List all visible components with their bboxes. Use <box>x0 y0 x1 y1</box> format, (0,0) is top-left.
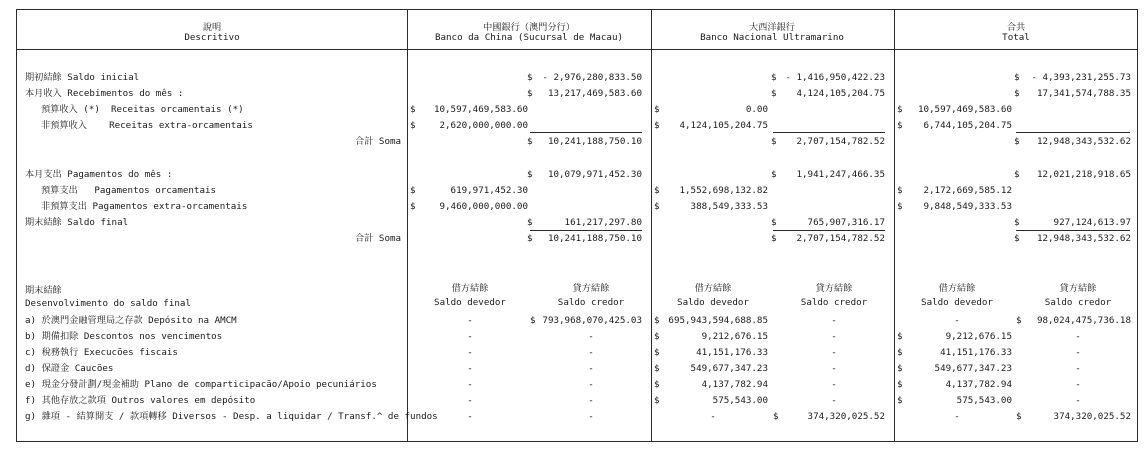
col-divider-total <box>894 9 895 442</box>
dev-row-label: c) 稅務執行 Execucões fiscais <box>25 347 178 358</box>
dev-value: 793,968,070,425.03 <box>542 315 642 326</box>
currency-sign: $ <box>897 185 903 196</box>
dev-value: - <box>467 315 473 326</box>
summary-value: 2,707,154,782.52 <box>796 136 885 147</box>
currency-sign: $ <box>410 185 416 196</box>
dev-value: - <box>831 331 837 342</box>
currency-sign: $ <box>527 72 533 83</box>
dev-value: - <box>1075 347 1081 358</box>
underline-boc-final <box>530 230 642 231</box>
dev-boc-debit-zh: 借方結餘 <box>451 283 489 294</box>
summary-value: - 4,393,231,255.73 <box>1031 72 1131 83</box>
currency-sign: $ <box>771 88 777 99</box>
summary-value: - 2,976,280,833.50 <box>542 72 642 83</box>
currency-sign: $ <box>897 331 903 342</box>
header-total-pt: Total <box>1002 32 1030 43</box>
currency-sign: $ <box>527 88 533 99</box>
currency-sign: $ <box>897 201 903 212</box>
bottom-border <box>16 441 1138 442</box>
dev-tot-credit-pt: Saldo credor <box>1044 297 1112 308</box>
currency-sign: $ <box>410 201 416 212</box>
currency-sign: $ <box>527 233 533 244</box>
summary-value: 4,124,105,204.75 <box>679 120 768 131</box>
currency-sign: $ <box>654 201 660 212</box>
currency-sign: $ <box>1014 169 1020 180</box>
dev-value: - <box>588 331 594 342</box>
summary-value: 10,241,188,750.10 <box>547 136 642 147</box>
dev-value: - <box>831 379 837 390</box>
dev-value: 575,543.00 <box>956 395 1012 406</box>
dev-boc-credit-zh: 貸方結餘 <box>572 283 610 294</box>
dev-bnu-debit-pt: Saldo devedor <box>677 297 749 308</box>
currency-sign: $ <box>527 169 533 180</box>
currency-sign: $ <box>771 217 777 228</box>
dev-value: - <box>954 315 960 326</box>
summary-row-label: 預算支出 Pagamentos orcamentais <box>41 185 217 196</box>
currency-sign: $ <box>1014 136 1020 147</box>
dev-row-label: g) 雜項 - 結算開支 / 款項轉移 Diversos - Desp. a liquidar / Transf.^ de fundos <box>25 411 438 422</box>
summary-value: 10,241,188,750.10 <box>547 233 642 244</box>
summary-value: 1,941,247,466.35 <box>796 169 885 180</box>
summary-value: 2,620,000,000.00 <box>439 120 528 131</box>
dev-title-pt: Desenvolvimento do saldo final <box>25 298 191 309</box>
currency-sign: $ <box>1016 315 1022 326</box>
dev-row-label: a) 於澳門金融管理局之存款 Depósito na AMCM <box>25 315 237 326</box>
dev-value: 9,212,676.15 <box>701 331 768 342</box>
summary-row-label: 本月支出 Pagamentos do mês : <box>25 169 173 180</box>
summary-value: - 1,416,950,422.23 <box>785 72 885 83</box>
underline-bnu-sub <box>773 132 885 133</box>
underline-boc-sub <box>530 132 642 133</box>
dev-value: - <box>467 331 473 342</box>
currency-sign: $ <box>1014 217 1020 228</box>
summary-row-label: 本月收入 Recebimentos do mês : <box>25 88 184 99</box>
currency-sign: $ <box>654 315 660 326</box>
summary-value: 12,948,343,532.62 <box>1036 233 1131 244</box>
currency-sign: $ <box>1014 72 1020 83</box>
dev-value: 374,320,025.52 <box>807 411 885 422</box>
dev-value: 41,151,176.33 <box>696 347 768 358</box>
dev-tot-debit-zh: 借方結餘 <box>938 283 976 294</box>
dev-bnu-debit-zh: 借方結餘 <box>694 283 732 294</box>
summary-row-label: 合計 Soma <box>355 136 402 147</box>
dev-value: - <box>588 395 594 406</box>
dev-value: 4,137,782.94 <box>945 379 1012 390</box>
dev-value: 695,943,594,688.85 <box>668 315 768 326</box>
currency-sign: $ <box>771 169 777 180</box>
currency-sign: $ <box>527 136 533 147</box>
currency-sign: $ <box>654 347 660 358</box>
underline-tot-final <box>1016 230 1130 231</box>
dev-value: 575,543.00 <box>712 395 768 406</box>
currency-sign: $ <box>654 120 660 131</box>
dev-value: - <box>831 347 837 358</box>
underline-bnu-final <box>773 230 885 231</box>
dev-value: - <box>831 363 837 374</box>
header-boc-pt: Banco da China (Sucursal de Macau) <box>434 32 624 43</box>
currency-sign: $ <box>654 185 660 196</box>
dev-value: 374,320,025.52 <box>1053 411 1131 422</box>
dev-value: - <box>467 363 473 374</box>
dev-value: 9,212,676.15 <box>945 331 1012 342</box>
dev-value: 549,677,347.23 <box>690 363 768 374</box>
dev-tot-debit-pt: Saldo devedor <box>921 297 993 308</box>
currency-sign: $ <box>654 363 660 374</box>
dev-tot-credit-zh: 貸方結餘 <box>1059 283 1097 294</box>
header-bottom-border <box>16 49 1138 50</box>
summary-value: 13,217,469,583.60 <box>547 88 642 99</box>
summary-value: 388,549,333.53 <box>690 201 768 212</box>
summary-value: 10,079,971,452.30 <box>547 169 642 180</box>
header-total-zh: 合共 <box>1006 22 1026 33</box>
summary-value: 9,460,000,000.00 <box>439 201 528 212</box>
currency-sign: $ <box>897 379 903 390</box>
currency-sign: $ <box>1014 88 1020 99</box>
summary-value: 4,124,105,204.75 <box>796 88 885 99</box>
dev-row-label: f) 其他存放之款項 Outros valores em depósito <box>25 395 256 406</box>
dev-bnu-credit-pt: Saldo credor <box>800 297 868 308</box>
dev-row-label: b) 期備扣除 Descontos nos vencimentos <box>25 331 223 342</box>
currency-sign: $ <box>897 363 903 374</box>
summary-row-label: 合計 Soma <box>355 233 402 244</box>
dev-value: - <box>710 411 716 422</box>
col-divider-boc <box>407 9 408 442</box>
dev-title-zh: 期末結餘 <box>25 285 62 296</box>
dev-bnu-credit-zh: 貸方結餘 <box>815 283 853 294</box>
dev-value: - <box>588 411 594 422</box>
currency-sign: $ <box>654 331 660 342</box>
summary-value: 12,948,343,532.62 <box>1036 136 1131 147</box>
dev-value: 549,677,347.23 <box>934 363 1012 374</box>
summary-value: 765,907,316.17 <box>807 217 885 228</box>
summary-value: 17,341,574,788.35 <box>1036 88 1131 99</box>
currency-sign: $ <box>530 315 536 326</box>
currency-sign: $ <box>773 411 779 422</box>
dev-value: - <box>467 411 473 422</box>
summary-row-label: 非預算收入 Receitas extra-orcamentais <box>41 120 253 131</box>
header-boc-zh: 中國銀行（澳門分行） <box>483 22 575 33</box>
summary-value: 12,021,218,918.65 <box>1036 169 1131 180</box>
currency-sign: $ <box>897 395 903 406</box>
dev-value: - <box>1075 379 1081 390</box>
summary-value: 6,744,105,204.75 <box>923 120 1012 131</box>
dev-row-label: d) 保證金 Caucões <box>25 363 114 374</box>
right-border <box>1137 9 1138 442</box>
summary-value: 2,707,154,782.52 <box>796 233 885 244</box>
col-divider-bnu <box>651 9 652 442</box>
dev-value: - <box>954 411 960 422</box>
summary-value: 619,971,452.30 <box>450 185 528 196</box>
currency-sign: $ <box>1016 411 1022 422</box>
currency-sign: $ <box>897 347 903 358</box>
currency-sign: $ <box>897 104 903 115</box>
currency-sign: $ <box>771 72 777 83</box>
currency-sign: $ <box>897 120 903 131</box>
currency-sign: $ <box>527 217 533 228</box>
summary-value: 927,124,613.97 <box>1053 217 1131 228</box>
summary-value: 1,552,698,132.82 <box>679 185 768 196</box>
dev-value: - <box>831 315 837 326</box>
dev-boc-credit-pt: Saldo credor <box>557 297 625 308</box>
summary-row-label: 預算收入 (*) Receitas orcamentais (*) <box>41 104 244 115</box>
currency-sign: $ <box>654 104 660 115</box>
summary-row-label: 期初結餘 Saldo inicial <box>25 72 140 83</box>
currency-sign: $ <box>654 395 660 406</box>
currency-sign: $ <box>410 120 416 131</box>
dev-value: 4,137,782.94 <box>701 379 768 390</box>
top-border <box>16 9 1138 10</box>
header-desc-pt: Descritivo <box>184 32 240 43</box>
header-bnu-zh: 大西洋銀行 <box>749 22 795 33</box>
summary-value: 0.00 <box>745 104 768 115</box>
summary-row-label: 非預算支出 Pagamentos extra-orcamentais <box>41 201 248 212</box>
dev-value: - <box>1075 363 1081 374</box>
summary-value: 10,597,469,583.60 <box>433 104 528 115</box>
summary-value: 161,217,297.80 <box>564 217 642 228</box>
dev-row-label: e) 現金分發計劃/現金補助 Plano de comparticipacão/Apoio pecuniários <box>25 379 377 390</box>
dev-value: - <box>1075 395 1081 406</box>
dev-value: - <box>588 347 594 358</box>
summary-value: 2,172,669,585.12 <box>923 185 1012 196</box>
header-bnu-pt: Banco Nacional Ultramarino <box>700 32 844 43</box>
dev-value: - <box>588 379 594 390</box>
left-border <box>16 9 17 442</box>
dev-value: - <box>831 395 837 406</box>
dev-boc-debit-pt: Saldo devedor <box>434 297 506 308</box>
summary-value: 10,597,469,583.60 <box>917 104 1012 115</box>
currency-sign: $ <box>771 233 777 244</box>
dev-value: 98,024,475,736.18 <box>1036 315 1131 326</box>
currency-sign: $ <box>1014 233 1020 244</box>
underline-tot-sub <box>1016 132 1130 133</box>
dev-value: - <box>588 363 594 374</box>
summary-value: 9,848,549,333.53 <box>923 201 1012 212</box>
dev-value: 41,151,176.33 <box>940 347 1012 358</box>
currency-sign: $ <box>654 379 660 390</box>
dev-value: - <box>467 379 473 390</box>
dev-value: - <box>467 347 473 358</box>
dev-value: - <box>467 395 473 406</box>
currency-sign: $ <box>410 104 416 115</box>
dev-value: - <box>1075 331 1081 342</box>
header-desc-zh: 說明 <box>202 22 222 33</box>
currency-sign: $ <box>771 136 777 147</box>
summary-row-label: 期末結餘 Saldo final <box>25 217 129 228</box>
